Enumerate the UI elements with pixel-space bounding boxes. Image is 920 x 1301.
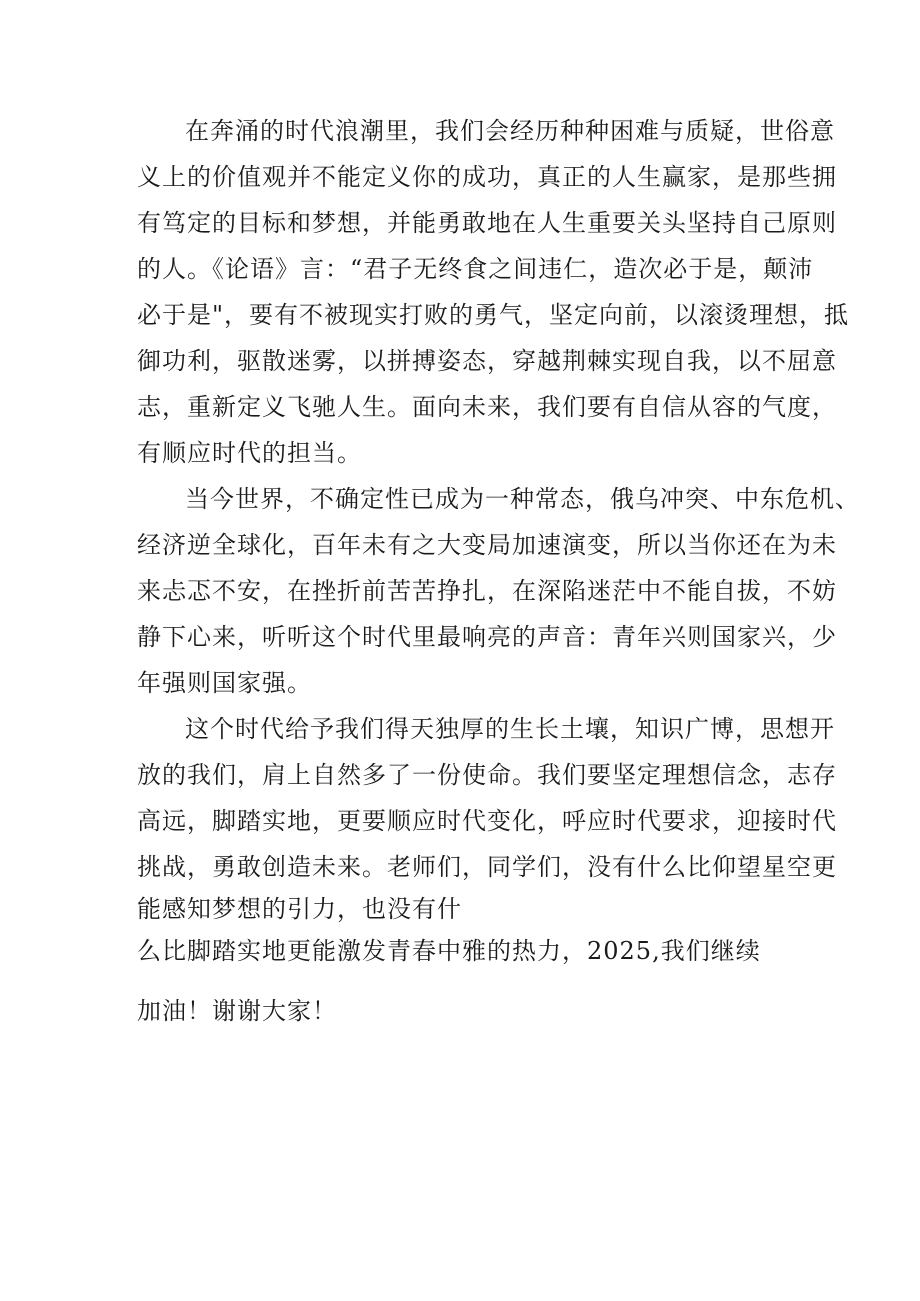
text-line: 的人。《论语》言：“君子无终食之间违仁，造次必于是，颠沛 xyxy=(137,255,814,283)
text-line: 来忐忑不安，在挫折前苦苦挣扎，在深陷迷茫中不能自拔，不妨 xyxy=(137,577,837,605)
text-line: 能感知梦想的引力，也没有什 xyxy=(137,895,462,923)
text-line: 静下心来，听听这个时代里最响亮的声音：青年兴则国家兴，少 xyxy=(137,623,837,651)
text-line: 有笃定的目标和梦想，并能勇敢地在人生重要关头坚持自己原则 xyxy=(137,209,837,237)
text-line: 这个时代给予我们得天独厚的生长土壤，知识广博，思想开 xyxy=(185,715,835,743)
text-line: 义上的价值观并不能定义你的成功，真正的人生赢家，是那些拥 xyxy=(137,163,837,191)
text-line: 放的我们，肩上自然多了一份使命。我们要坚定理想信念，志存 xyxy=(137,761,837,789)
text-line: 挑战，勇敢创造未来。老师们，同学们，没有什么比仰望星空更 xyxy=(137,853,837,881)
text-line: 当今世界，不确定性已成为一种常态，俄乌冲突、中东危机、 xyxy=(185,485,860,513)
paragraph-2 xyxy=(137,476,860,706)
text-line: 有顺应时代的担当。 xyxy=(137,439,362,467)
text-line: 么比脚踏实地更能激发青春中雅的热力，2025,我们继续 xyxy=(137,937,761,965)
text-line: 高远，脚踏实地，更要顺应时代变化，呼应时代要求，迎接时代 xyxy=(137,807,837,835)
text-line: 必于是"，要有不被现实打败的勇气，坚定向前，以滚烫理想，抵 xyxy=(137,301,850,329)
text-line: 加油！谢谢大家！ xyxy=(137,997,337,1025)
paragraph-1 xyxy=(137,108,850,476)
text-line: 年强则国家强。 xyxy=(137,669,312,697)
text-line: 在奔涌的时代浪潮里，我们会经历种种困难与质疑，世俗意 xyxy=(185,117,835,145)
text-line: 经济逆全球化，百年未有之大变局加速演变，所以当你还在为未 xyxy=(137,531,837,559)
text-line: 御功利，驱散迷雾，以拼搏姿态，穿越荆棘实现自我，以不屈意 xyxy=(137,347,837,375)
text-line: 志，重新定义飞驰人生。面向未来，我们要有自信从容的气度， xyxy=(137,393,837,421)
paragraph-3 xyxy=(137,706,837,1034)
speech-text xyxy=(137,108,860,1034)
